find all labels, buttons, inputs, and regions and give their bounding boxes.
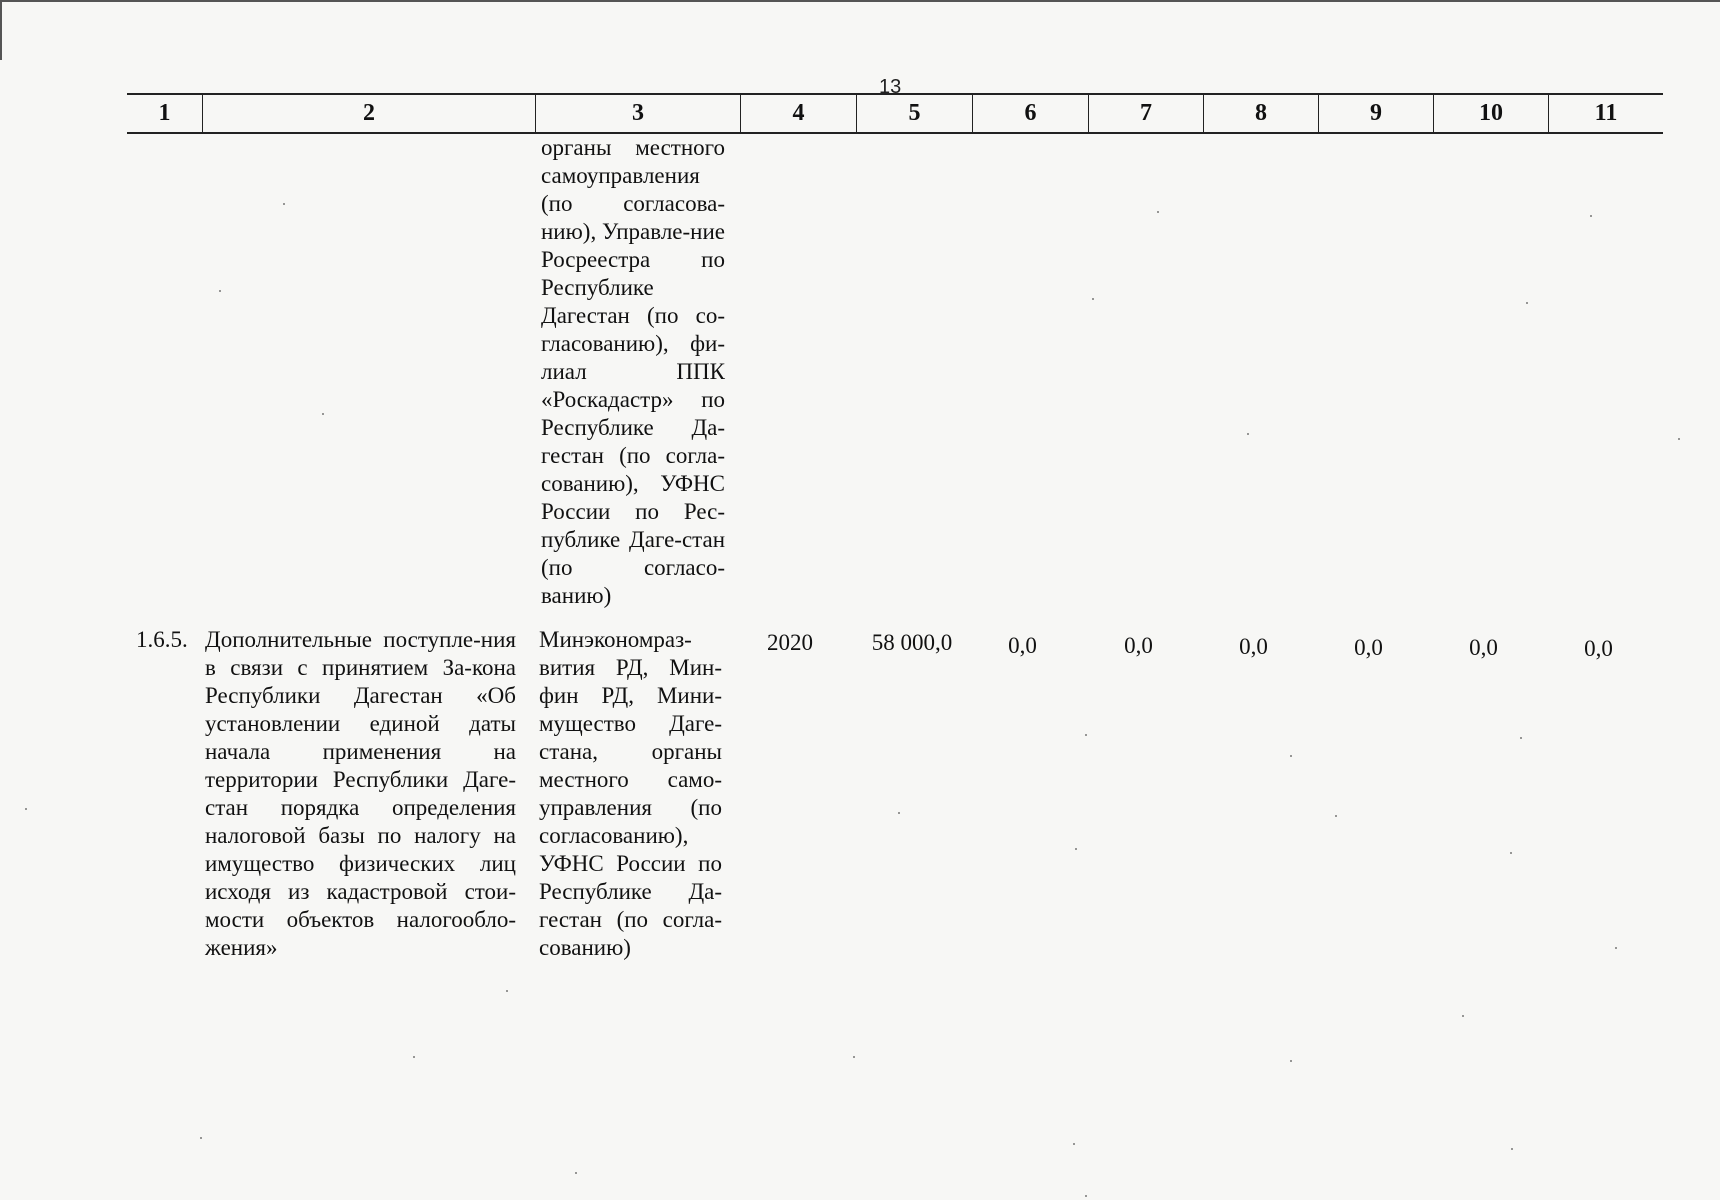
row-col11-value: 0,0 xyxy=(1584,636,1613,661)
row-year: 2020 xyxy=(767,630,813,655)
column-header-2: 2 xyxy=(202,95,535,132)
scan-speck xyxy=(1462,1015,1464,1017)
scan-edge-left xyxy=(0,0,2,60)
scan-speck xyxy=(853,1056,855,1058)
scan-speck xyxy=(1335,815,1337,817)
table-header-row xyxy=(127,93,1663,134)
scan-speck xyxy=(413,1056,415,1058)
column-header-10: 10 xyxy=(1433,95,1548,132)
scan-speck xyxy=(322,413,324,415)
column-header-7: 7 xyxy=(1088,95,1203,132)
column-header-4: 4 xyxy=(740,95,856,132)
column-header-5: 5 xyxy=(856,95,972,132)
scan-speck xyxy=(898,812,900,814)
column-header-9: 9 xyxy=(1318,95,1433,132)
scan-speck xyxy=(575,1172,577,1174)
scan-speck xyxy=(200,1137,202,1139)
scan-speck xyxy=(1290,1060,1292,1062)
scan-speck xyxy=(1526,302,1528,304)
column-header-11: 11 xyxy=(1548,95,1663,132)
scan-speck xyxy=(1085,1195,1087,1197)
scan-speck xyxy=(1092,298,1094,300)
scan-speck xyxy=(1510,852,1512,854)
row-col7-value: 0,0 xyxy=(1124,633,1153,658)
scan-speck xyxy=(283,203,285,205)
scan-speck xyxy=(1085,734,1087,736)
scan-speck xyxy=(1511,1148,1513,1150)
scan-speck xyxy=(1615,947,1617,949)
row-col9-value: 0,0 xyxy=(1354,635,1383,660)
scan-speck xyxy=(1290,755,1292,757)
scan-speck xyxy=(506,990,508,992)
scan-edge-top xyxy=(0,0,1720,2)
scan-speck xyxy=(1520,737,1522,739)
scan-speck xyxy=(1247,433,1249,435)
scan-speck xyxy=(1073,1143,1075,1145)
column-header-8: 8 xyxy=(1203,95,1318,132)
column-header-6: 6 xyxy=(972,95,1088,132)
scan-speck xyxy=(219,290,221,292)
row-col6-value: 0,0 xyxy=(1008,633,1037,658)
row-description: Дополнительные поступле-ния в связи с принятием За-кона Республики Дагестан «Об установлении единой даты начала применения на территории Республики Даге-стан порядка определения налоговой базы по налогу на имущество физических лиц исходя из кадастровой стои-мости объектов налогообло-жения» xyxy=(205,627,516,960)
scan-speck xyxy=(1590,215,1592,217)
row-executors: Минэкономраз-вития РД, Мин-фин РД, Мини-мущество Даге-стана, органы местного само-управления (по согласованию), УФНС России по Республике Да-гестан (по согла-сованию) xyxy=(539,627,722,960)
scan-speck xyxy=(25,808,27,810)
column-header-3: 3 xyxy=(535,95,740,132)
scan-speck xyxy=(1157,211,1159,213)
row-col5-value: 58 000,0 xyxy=(871,630,953,655)
row-col8-value: 0,0 xyxy=(1239,634,1268,659)
column-header-1: 1 xyxy=(158,100,171,126)
scan-speck xyxy=(1075,848,1077,850)
continued-executors-cell: органы местного самоуправления (по согласова-нию), Управле-ние Росреестра по Республике Дагестан (по со-гласованию), фи-лиал ППК «Роскадастр» по Республике Да-гестан (по согла-сованию), УФНС России по Рес-публике Даге-стан (по согласо-ванию) xyxy=(541,135,725,608)
row-col10-value: 0,0 xyxy=(1469,635,1498,660)
row-number: 1.6.5. xyxy=(136,627,188,652)
page-number: 13 xyxy=(879,76,902,98)
scan-speck xyxy=(1678,438,1680,440)
